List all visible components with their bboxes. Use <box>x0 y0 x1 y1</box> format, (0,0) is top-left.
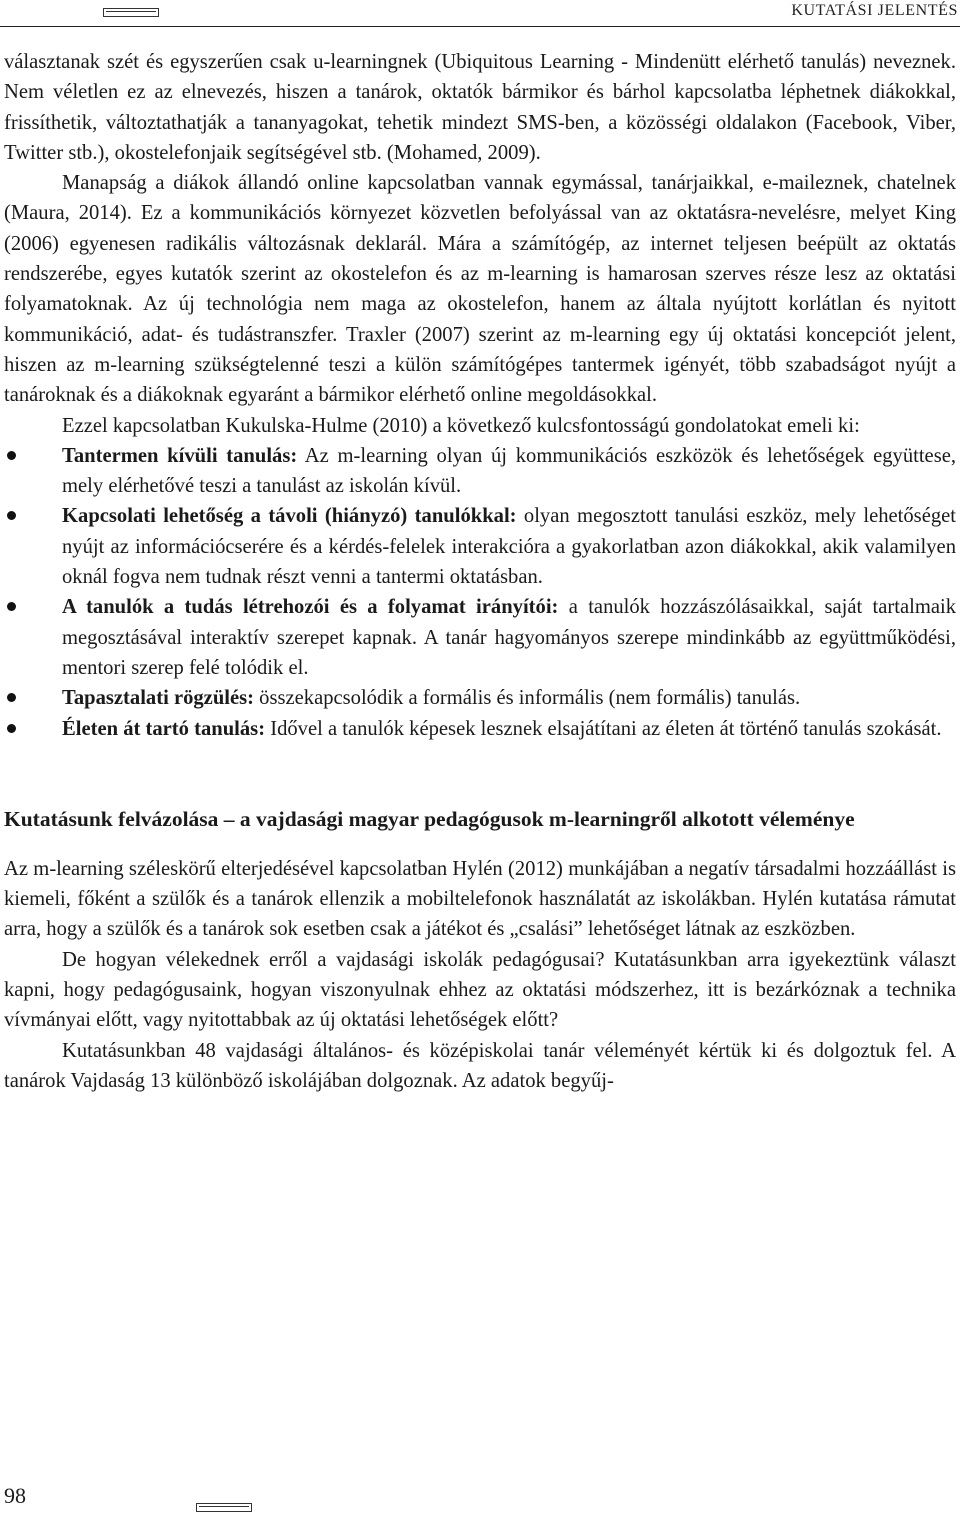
running-header: KUTATÁSI JELENTÉS <box>791 2 958 19</box>
paragraph: választanak szét és egyszerűen csak u-learningnek (Ubiquitous Learning - Mindenütt elérhető tanulás) neveznek. Nem véletlen ez az elnevezés, hiszen a tanárok, oktatók bármikor és bárhol kapcsolatba léphetnek diákokkal, frissíthetik, változtathatják a tananyagokat, tehetik mindezt SMS-ben, a közösségi oldalakon (Facebook, Viber, Twitter stb.), okostelefonjaik segítségével stb. (Mohamed, 2009). <box>4 51 956 164</box>
page-number: 98 <box>4 1483 26 1508</box>
header-rule <box>0 26 960 27</box>
paragraph: Ezzel kapcsolatban Kukulska-Hulme (2010) a következő kulcsfontosságú gondolatokat emeli ki: <box>62 414 860 437</box>
list-item <box>4 714 956 744</box>
list-item-term: Életen át tartó tanulás: <box>62 717 266 740</box>
section-heading: Kutatásunk felvázolása – a vajdasági magyar pedagógusok m-learningről alkotott véleménye <box>4 806 855 831</box>
key-points-list <box>4 441 956 744</box>
list-item <box>4 683 956 713</box>
paragraph: Kutatásunkban 48 vajdasági általános- és középiskolai tanár véleményét kértük ki és dolgoztuk fel. A tanárok Vajdaság 13 különböző iskolájában dolgoznak. Az adatok begyűj- <box>4 1039 956 1092</box>
list-item-text: Idővel a tanulók képesek lesznek elsajátítani az életen át történő tanulás szokását. <box>265 717 942 740</box>
list-item <box>4 592 956 683</box>
list-item-text: olyan megosztott tanulási eszköz, mely lehetőséget nyújt az információcserére és a kérdés-felelek interakcióra a gyakorlatban azon diákokkal, akik valamilyen oknál fogva nem tudnak részt venni a tantermi oktatásban. <box>62 505 956 589</box>
list-item-text: a tanulók hozzászólásaikkal, saját tartalmaik megosztásával interaktív szerepet kapnak. A tanár hagyományos szerepe mindinkább az együttműködési, mentori szerep felé tolódik el. <box>62 596 956 679</box>
article-body <box>4 47 956 1096</box>
paragraph: Manapság a diákok állandó online kapcsolatban vannak egymással, tanárjaikkal, e-maileznek, chatelnek (Maura, 2014). Ez a kommunikációs környezet közvetlen befolyással van az oktatásra-nevelésre, melyet King (2006) egyenesen radikális változásnak deklarál. Mára a számítógép, az internet teljesen beépült az oktatás rendszerébe, egyes kutatók szerint az okostelefon és az m-learning is hamarosan szerves része lesz az oktatási folyamatoknak. Az új technológia nem maga az okostelefon, hanem az általa nyújtott korlátlan és nyitott kommunikáció, adat- és tudástranszfer. Traxler (2007) szerint az m-learning egy új oktatási koncepciót jelent, hiszen az m-learning szükségtelenné teszi a külön számítógépes tantermek igényét, több szabadságot nyújt a tanároknak és a diákoknak egyaránt a bármikor elérhető online megoldásokkal. <box>4 172 956 407</box>
list-item-text: Az m-learning olyan új kommunikációs eszközök és lehetőségek együttese, mely elérhetővé teszi a tanulást az iskolán kívül. <box>62 444 956 498</box>
list-item-term: A tanulók a tudás létrehozói és a folyamat irányítói: <box>62 596 559 619</box>
list-item <box>4 501 956 592</box>
footer-ornament <box>196 1503 252 1512</box>
list-item-term: Tapasztalati rögzülés: <box>62 687 255 710</box>
paragraph: Az m-learning széleskörű elterjedésével kapcsolatban Hylén (2012) munkájában a negatív társadalmi hozzáállást is kiemeli, főként a szülők és a tanárok ellenzik a mobiltelefonok használatát az iskolákban. Hylén kutatása rámutat arra, hogy a szülők és a tanárok sok esetben csak a játékot és „csalási” lehetőséget látnak az eszközben. <box>4 857 956 941</box>
paragraph: De hogyan vélekednek erről a vajdasági iskolák pedagógusai? Kutatásunkban arra igyekeztünk választ kapni, hogy pedagógusaink, hogyan viszonyulnak ehhez az oktatási módszerhez, itt is bezárkóznak a technika vívmányai előtt, vagy nyitottabbak az új oktatási lehetőségek előtt? <box>4 948 956 1032</box>
header-ornament <box>103 8 159 17</box>
list-item <box>4 441 956 502</box>
list-item-text: összekapcsolódik a formális és informális (nem formális) tanulás. <box>254 687 801 710</box>
list-item-term: Tantermen kívüli tanulás: <box>62 444 298 467</box>
list-item-term: Kapcsolati lehetőség a távoli (hiányzó) tanulókkal: <box>62 505 517 528</box>
